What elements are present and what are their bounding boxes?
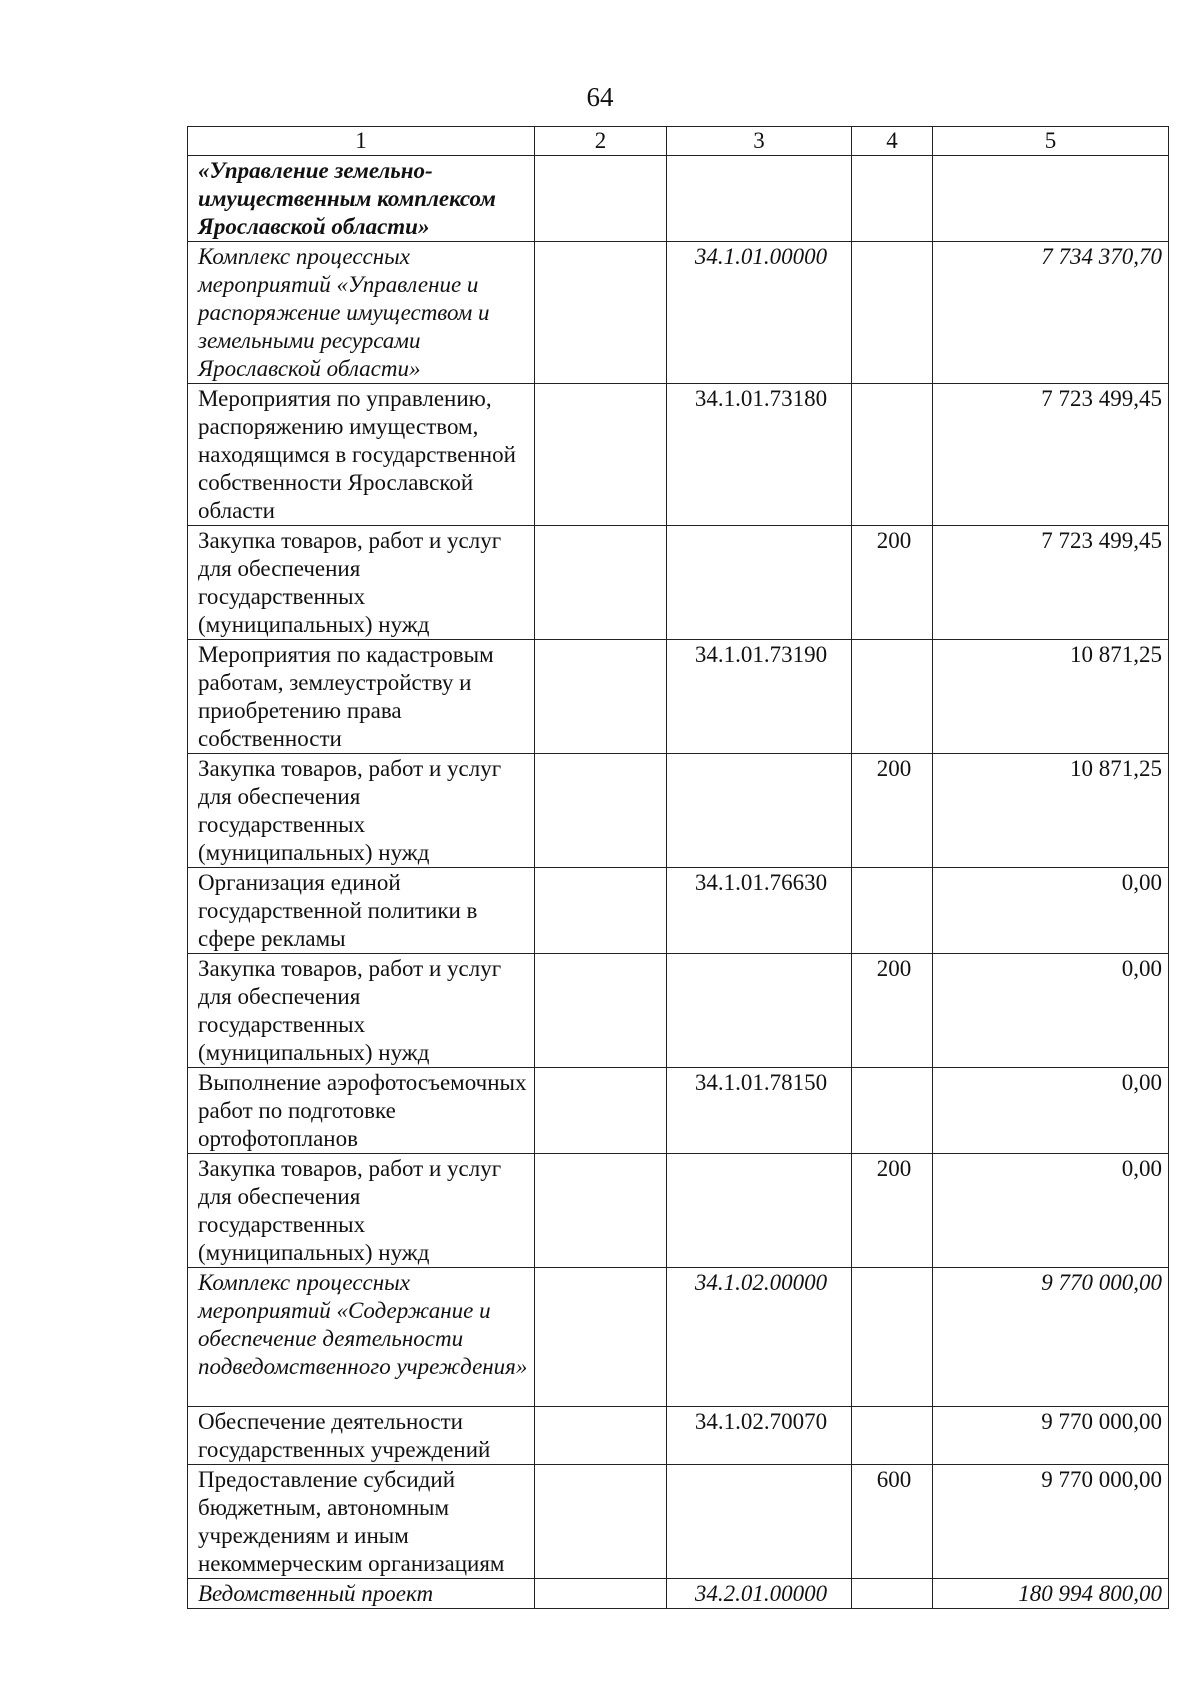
table-row bbox=[188, 1268, 1169, 1407]
row-dept bbox=[535, 754, 667, 868]
row-name: Организация единой государственной политики в сфере рекламы bbox=[188, 868, 535, 954]
row-name: «Управление земельно-имущественным комплексом Ярославской области» bbox=[188, 156, 535, 242]
table-row bbox=[188, 754, 1169, 868]
row-sum: 0,00 bbox=[933, 1154, 1169, 1268]
row-sum bbox=[933, 156, 1169, 242]
row-name: Предоставление субсидий бюджетным, автономным учреждениям и иным некоммерческим организациям bbox=[188, 1465, 535, 1579]
row-sum: 0,00 bbox=[933, 954, 1169, 1068]
row-code: 34.1.01.73180 bbox=[667, 384, 852, 526]
row-dept bbox=[535, 954, 667, 1068]
row-code bbox=[667, 1465, 852, 1579]
row-type: 200 bbox=[852, 526, 933, 640]
column-header-1: 1 bbox=[188, 127, 535, 156]
row-type bbox=[852, 156, 933, 242]
row-name: Выполнение аэрофотосъемочных работ по подготовке ортофотопланов bbox=[188, 1068, 535, 1154]
row-sum: 0,00 bbox=[933, 868, 1169, 954]
row-sum: 7 734 370,70 bbox=[933, 242, 1169, 384]
table-row bbox=[188, 640, 1169, 754]
row-sum: 9 770 000,00 bbox=[933, 1465, 1169, 1579]
row-name: Закупка товаров, работ и услуг для обеспечения государственных (муниципальных) нужд bbox=[188, 526, 535, 640]
row-type bbox=[852, 384, 933, 526]
header-row bbox=[188, 127, 1169, 156]
row-type bbox=[852, 242, 933, 384]
row-dept bbox=[535, 242, 667, 384]
row-sum: 7 723 499,45 bbox=[933, 526, 1169, 640]
row-name: Комплекс процессных мероприятий «Содержание и обеспечение деятельности подведомственного учреждения» bbox=[188, 1268, 535, 1407]
row-code bbox=[667, 526, 852, 640]
row-dept bbox=[535, 1268, 667, 1407]
row-type bbox=[852, 1068, 933, 1154]
row-type bbox=[852, 1579, 933, 1609]
row-type bbox=[852, 1268, 933, 1407]
row-name: Закупка товаров, работ и услуг для обеспечения государственных (муниципальных) нужд bbox=[188, 1154, 535, 1268]
row-type: 200 bbox=[852, 1154, 933, 1268]
table-row bbox=[188, 1465, 1169, 1579]
row-name: Ведомственный проект bbox=[188, 1579, 535, 1609]
table-row bbox=[188, 1068, 1169, 1154]
row-code: 34.1.01.78150 bbox=[667, 1068, 852, 1154]
column-header-5: 5 bbox=[933, 127, 1169, 156]
row-sum: 9 770 000,00 bbox=[933, 1407, 1169, 1465]
row-code: 34.1.01.73190 bbox=[667, 640, 852, 754]
row-sum: 7 723 499,45 bbox=[933, 384, 1169, 526]
row-type: 200 bbox=[852, 954, 933, 1068]
row-dept bbox=[535, 1068, 667, 1154]
row-name: Мероприятия по управлению, распоряжению имуществом, находящимся в государственной собственности Ярославской области bbox=[188, 384, 535, 526]
row-dept bbox=[535, 1407, 667, 1465]
row-sum: 0,00 bbox=[933, 1068, 1169, 1154]
row-sum: 10 871,25 bbox=[933, 754, 1169, 868]
row-name: Мероприятия по кадастровым работам, землеустройству и приобретению права собственности bbox=[188, 640, 535, 754]
row-dept bbox=[535, 1154, 667, 1268]
row-code bbox=[667, 1154, 852, 1268]
column-header-4: 4 bbox=[852, 127, 933, 156]
row-type: 600 bbox=[852, 1465, 933, 1579]
table-body bbox=[188, 156, 1169, 1609]
table-row bbox=[188, 156, 1169, 242]
table-row bbox=[188, 526, 1169, 640]
row-type bbox=[852, 640, 933, 754]
row-type: 200 bbox=[852, 754, 933, 868]
row-type bbox=[852, 1407, 933, 1465]
page-number: 64 bbox=[586, 82, 614, 112]
row-sum: 180 994 800,00 bbox=[933, 1579, 1169, 1609]
column-header-3: 3 bbox=[667, 127, 852, 156]
row-code: 34.2.01.00000 bbox=[667, 1579, 852, 1609]
table-row bbox=[188, 868, 1169, 954]
table-row bbox=[188, 242, 1169, 384]
row-type bbox=[852, 868, 933, 954]
row-dept bbox=[535, 384, 667, 526]
row-dept bbox=[535, 1465, 667, 1579]
budget-table bbox=[187, 126, 1169, 1609]
table-row bbox=[188, 1579, 1169, 1609]
table-row bbox=[188, 1407, 1169, 1465]
table-row bbox=[188, 1154, 1169, 1268]
table-row bbox=[188, 954, 1169, 1068]
row-code bbox=[667, 954, 852, 1068]
row-sum: 10 871,25 bbox=[933, 640, 1169, 754]
row-code: 34.1.01.00000 bbox=[667, 242, 852, 384]
table-row bbox=[188, 384, 1169, 526]
row-dept bbox=[535, 156, 667, 242]
row-name: Комплекс процессных мероприятий «Управление и распоряжение имуществом и земельными ресурсами Ярославской области» bbox=[188, 242, 535, 384]
row-name: Закупка товаров, работ и услуг для обеспечения государственных (муниципальных) нужд bbox=[188, 954, 535, 1068]
row-code bbox=[667, 754, 852, 868]
row-dept bbox=[535, 640, 667, 754]
row-name: Обеспечение деятельности государственных учреждений bbox=[188, 1407, 535, 1465]
column-header-2: 2 bbox=[535, 127, 667, 156]
table-header bbox=[188, 127, 1169, 156]
row-code bbox=[667, 156, 852, 242]
row-code: 34.1.02.00000 bbox=[667, 1268, 852, 1407]
row-sum: 9 770 000,00 bbox=[933, 1268, 1169, 1407]
row-dept bbox=[535, 868, 667, 954]
row-code: 34.1.01.76630 bbox=[667, 868, 852, 954]
row-code: 34.1.02.70070 bbox=[667, 1407, 852, 1465]
row-name: Закупка товаров, работ и услуг для обеспечения государственных (муниципальных) нужд bbox=[188, 754, 535, 868]
row-dept bbox=[535, 526, 667, 640]
row-dept bbox=[535, 1579, 667, 1609]
